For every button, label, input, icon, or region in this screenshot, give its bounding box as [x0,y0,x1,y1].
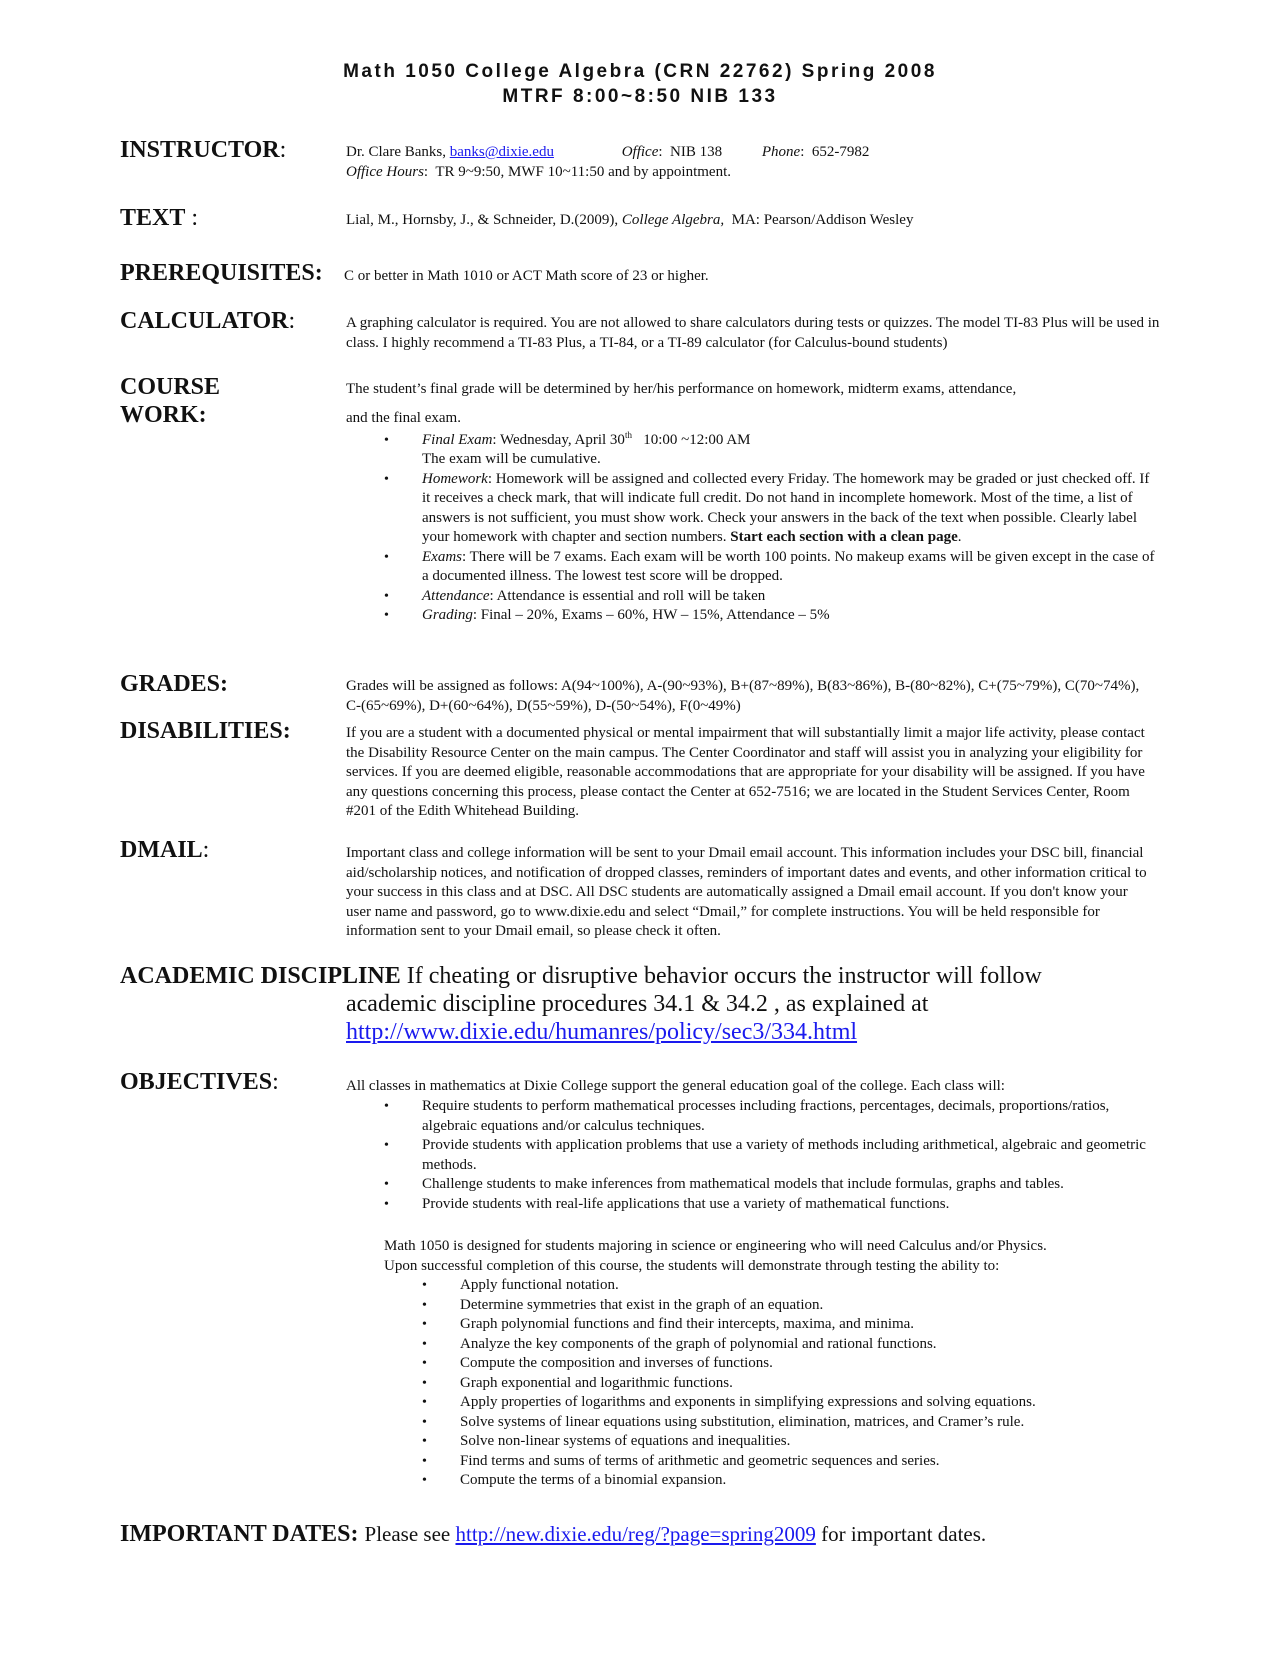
textbook-title: College Algebra, [621,212,725,228]
objective-item: • Require students to perform mathematical processes including fractions, percentages, decimals, proportions/ratios, algebraic equations and/or calculus techniques. [346,1097,1161,1136]
instructor-email-link[interactable]: banks@dixie.edu [449,144,554,160]
prerequisites-text: C or better in Math 1010 or ACT Math score of 23 or higher. [344,268,709,284]
instructor-info: Dr. Clare Banks, banks@dixie.edu Office: NIB 138 Phone: 652-7982 Office Hours: TR 9~9:50, MWF 10~11:50 and by appointment. [346,144,870,180]
instructor-name: Dr. Clare Banks, [346,144,446,160]
objective-item: • Challenge students to make inferences from mathematical models that include formulas, graphs and tables. [346,1175,1161,1195]
instructor-heading: INSTRUCTOR: [120,137,287,163]
prerequisites-heading: PREREQUISITES: [120,260,323,286]
academic-discipline-heading: ACADEMIC DISCIPLINE If cheating or disruptive behavior occurs the instructor will follow [120,963,1042,989]
textbook-info: Lial, M., Hornsby, J., & Schneider, D.(2009), College Algebra, MA: Pearson/Addison Wesley [346,212,914,228]
objective-item: • Provide students with real-life applications that use a variety of mathematical functions. [346,1195,1161,1215]
phone-value: 652-7982 [811,144,870,160]
discipline-line2: academic discipline procedures 34.1 & 34.2 , as explained at [346,991,929,1017]
skill-item: • Solve non-linear systems of equations and inequalities. [384,1432,1164,1452]
dmail-heading: DMAIL: [120,837,210,863]
objectives-heading: OBJECTIVES: [120,1069,279,1095]
skill-item: • Apply functional notation. [384,1276,1164,1296]
discipline-line1: If cheating or disruptive behavior occurs the instructor will follow [406,963,1042,989]
skill-item: • Apply properties of logarithms and exponents in simplifying expressions and solving equations. [384,1393,1164,1413]
grades-text: Grades will be assigned as follows: A(94~100%), A-(90~93%), B+(87~89%), B(83~86%), B-(80~82%), C+(75~79%), C(70~74%), C-(65~69%), D+(60~64%), D(55~59%), D-(50~54%), F(0~49%) [346,678,1140,714]
office-hours-label: Office Hours [346,163,424,180]
calculator-heading: CALCULATOR: [120,308,296,334]
disabilities-text: If you are a student with a documented physical or mental impairment that will substantially limit a major life activity, please contact the Disability Resource Center on the main campus. The Center Coordinator and staff will assist you in analyzing your eligibility for services. If you are deemed eligible, reasonable accommodations that are appropriate for your disability will be assigned. If you have any questions concerning this process, please contact the Center at 652-7516; we are located in the Student Services Center, Room #201 of the Edith Whitehead Building. [346,725,1145,819]
objectives-list [346,1097,1161,1214]
math1050-description: Math 1050 is designed for students majoring in science or engineering who will need Calculus and/or Physics. Upon successful completion of this course, the students will demonstrate through testing the ability to: [384,1238,1047,1274]
final-exam-item: • Final Exam: Wednesday, April 30th 10:00 ~12:00 AM The exam will be cumulative. [346,431,1156,470]
skill-item: • Graph polynomial functions and find their intercepts, maxima, and minima. [384,1315,1164,1335]
office-value: NIB 138 [670,144,723,160]
coursework-details: and the final exam. • Final Exam: Wednesday, April 30th 10:00 ~12:00 AM The exam will be cumulative. • Homework: Homework will be assigned and collected every Friday. The homework may be graded or just checked off. If it receives a check mark, that will indicate full credit. Do not hand in incomplete homework. Most of the time, a list of answers is not sufficient, you must show work. Check your answers in the back of the text when possible. Clearly label your homework with chapter and section numbers. Start each section with a clean page. • Exams: There will be 7 exams. Each exam will be worth 100 points. No makeup exams will be given except in the case of a documented illness. The lowest test score will be dropped. • Attendance: Attendance is essential and roll will be taken • Grading: Final – 20%, Exams – 60%, HW – 15%, Attendance – 5% [346,409,1156,626]
objective-item: • Provide students with application problems that use a variety of methods including arithmetical, algebraic and geometric methods. [346,1136,1161,1175]
objectives-intro: All classes in mathematics at Dixie College support the general education goal of the college. Each class will: [346,1078,1005,1094]
important-dates-heading: IMPORTANT DATES: Please see http://new.dixie.edu/reg/?page=spring2009 for important dates. [120,1521,987,1547]
skill-item: • Graph exponential and logarithmic functions. [384,1374,1164,1394]
grades-heading: GRADES: [120,671,229,697]
skills-list [384,1276,1164,1491]
disabilities-heading: DISABILITIES: [120,718,291,744]
skill-item: • Analyze the key components of the graph of polynomial and rational functions. [384,1335,1164,1355]
dmail-text: Important class and college information will be sent to your Dmail email account. This information includes your DSC bill, financial aid/scholarship notices, and notification of dropped classes, reminders of important dates and events, and other information critical to your success in this class and at DSC. All DSC students are automatically assigned a Dmail email account. If you don't know your user name and password, go to www.dixie.edu and select “Dmail,” for complete instructions. You will be held responsible for information sent to your Dmail email, so please check it often. [346,845,1147,939]
office-label: Office [621,144,659,160]
skill-item: • Determine symmetries that exist in the graph of an equation. [384,1296,1164,1316]
skill-item: • Solve systems of linear equations using substitution, elimination, matrices, and Cramer’s rule. [384,1413,1164,1433]
calculator-text: A graphing calculator is required. You are not allowed to share calculators during tests or quizzes. The model TI-83 Plus will be used in class. I highly recommend a TI-83 Plus, a TI-84, or a TI-89 calculator (for Calculus-bound students) [346,315,1160,351]
skill-item: • Compute the composition and inverses of functions. [384,1354,1164,1374]
text-heading: TEXT : [120,205,199,231]
registration-dates-link[interactable]: http://new.dixie.edu/reg/?page=spring2009 [455,1522,816,1546]
skill-item: • Find terms and sums of terms of arithmetic and geometric sequences and series. [384,1452,1164,1472]
phone-label: Phone [761,144,801,160]
dates-post: for important dates. [821,1522,987,1546]
discipline-text [346,990,1246,1046]
grading-item: • Grading: Final – 20%, Exams – 60%, HW – 15%, Attendance – 5% [346,606,1156,626]
course-title: Math 1050 College Algebra (CRN 22762) Spring 2008 [343,61,937,82]
exams-item: • Exams: There will be 7 exams. Each exam will be worth 100 points. No makeup exams will be given except in the case of a documented illness. The lowest test score will be dropped. [346,548,1156,587]
course-schedule: MTRF 8:00~8:50 NIB 133 [502,86,778,107]
homework-item: • Homework: Homework will be assigned and collected every Friday. The homework may be graded or just checked off. If it receives a check mark, that will indicate full credit. Do not hand in incomplete homework. Most of the time, a list of answers is not sufficient, you must show work. Check your answers in the back of the text when possible. Clearly label your homework with chapter and section numbers. Start each section with a clean page. [346,470,1156,548]
office-hours-value: TR 9~9:50, MWF 10~11:50 and by appointment. [435,163,731,180]
attendance-item: • Attendance: Attendance is essential and roll will be taken [346,587,1156,607]
coursework-intro: The student’s final grade will be determined by her/his performance on homework, midterm exams, attendance, [346,381,1017,397]
dates-pre: Please see [364,1522,451,1546]
discipline-policy-link[interactable]: http://www.dixie.edu/humanres/policy/sec3/334.html [346,1019,858,1045]
coursework-heading: COURSE WORK: [120,374,221,428]
skill-item: • Compute the terms of a binomial expansion. [384,1471,1164,1491]
